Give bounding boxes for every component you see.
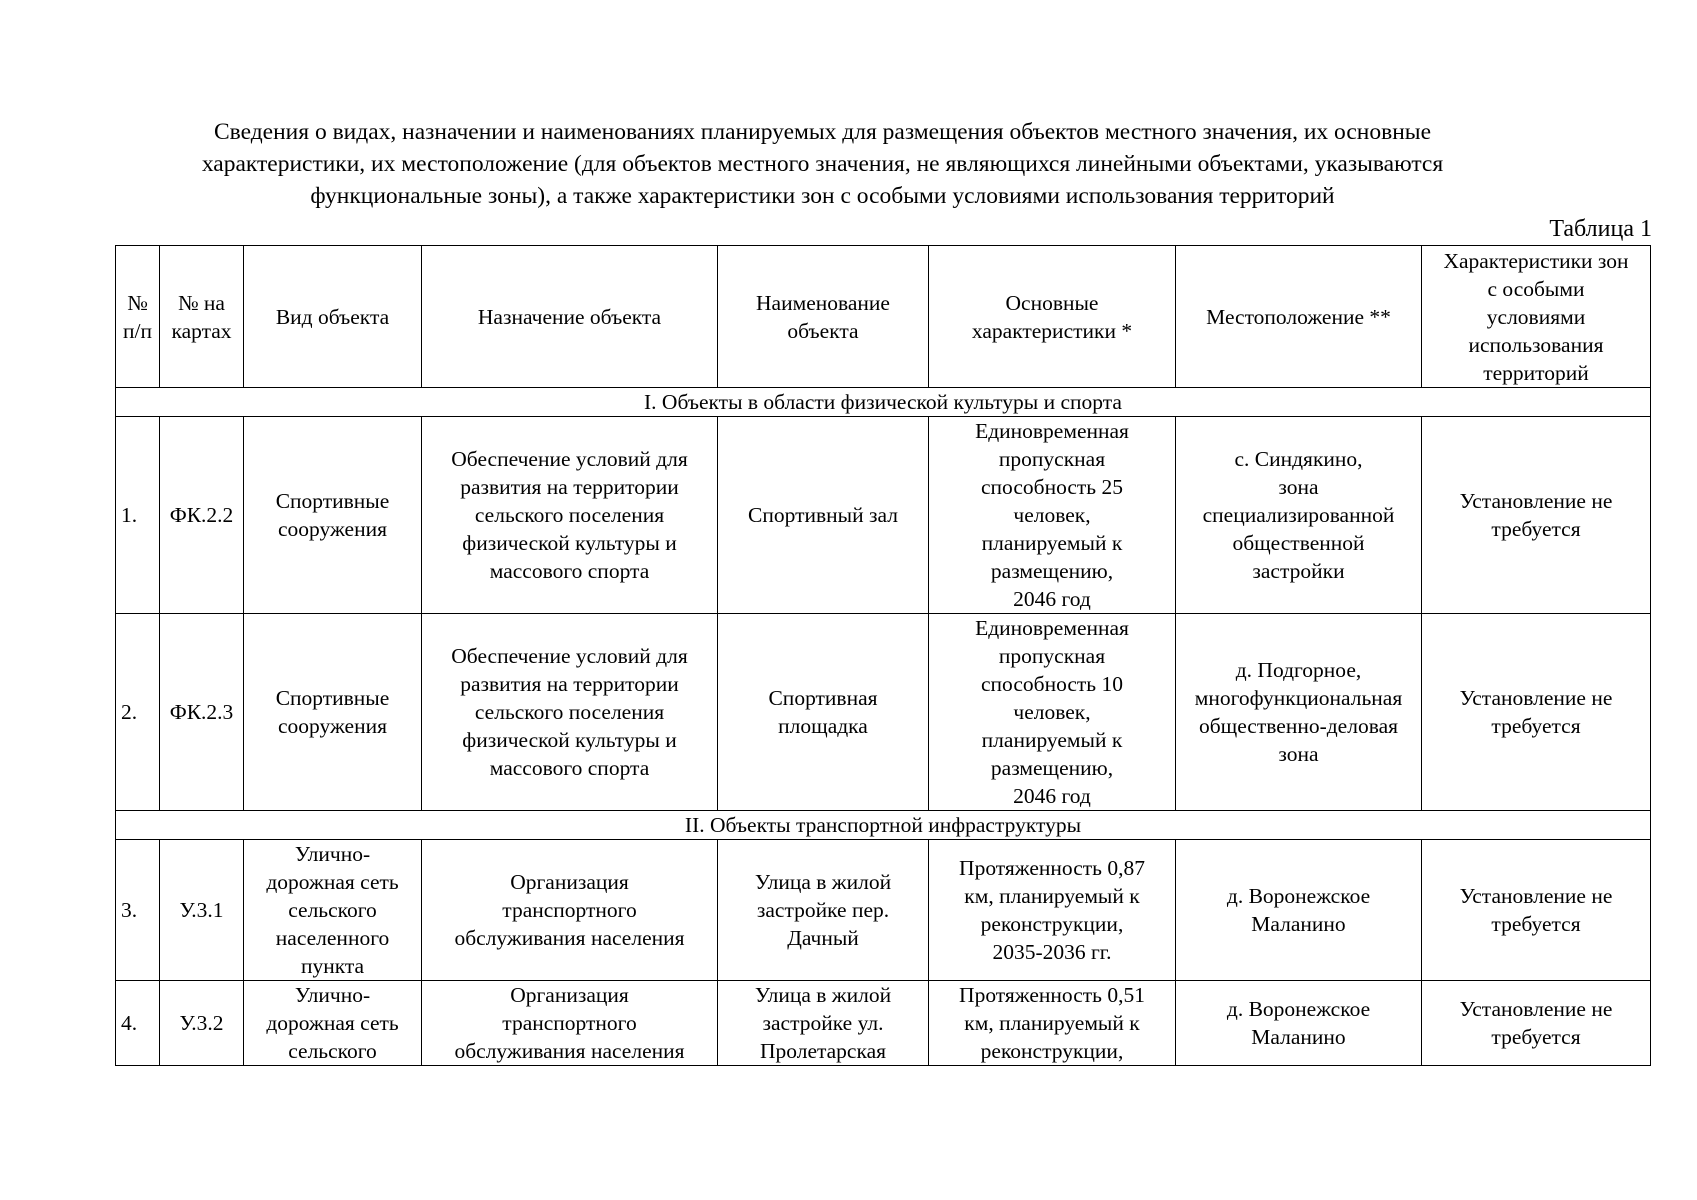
zones-cell	[1422, 981, 1651, 1066]
characteristics: способность 10	[981, 672, 1123, 696]
object-type-cell	[244, 417, 422, 614]
purpose: сельского поселения	[474, 503, 665, 527]
object-type: населенного	[275, 926, 390, 950]
header-line: Назначение объекта	[477, 304, 662, 329]
characteristics: способность 25	[981, 475, 1123, 499]
zones: Установление не	[1459, 489, 1613, 513]
characteristics-cell	[929, 417, 1176, 614]
object-name-cell	[718, 981, 929, 1066]
document-title	[120, 116, 1525, 212]
header-line: Вид объекта	[275, 304, 390, 329]
location: специализированной	[1202, 503, 1395, 527]
characteristics: пропускная	[998, 447, 1106, 471]
header-cell-purpose	[422, 246, 718, 388]
purpose: Организация	[510, 870, 629, 894]
characteristics: человек,	[1013, 700, 1091, 724]
object-name-cell	[718, 840, 929, 981]
object-type: дорожная сеть	[266, 1011, 399, 1035]
characteristics-cell	[929, 614, 1176, 811]
header-cell-characteristics	[929, 246, 1176, 388]
table-row	[116, 840, 1651, 981]
header-line: с особыми	[1487, 276, 1585, 301]
location: зона	[1278, 475, 1319, 499]
zones: Установление не	[1459, 997, 1613, 1021]
header-cell-object-type	[244, 246, 422, 388]
purpose: физической культуры и	[462, 728, 677, 752]
table-row	[116, 981, 1651, 1066]
header-line: Местоположение **	[1206, 304, 1391, 329]
object-name: площадка	[778, 714, 868, 738]
characteristics: планируемый к	[981, 728, 1123, 752]
zones: требуется	[1491, 1025, 1581, 1049]
characteristics: 2035-2036 гг.	[992, 940, 1112, 964]
characteristics: Протяженность 0,51	[959, 983, 1145, 1007]
header-line: п/п	[123, 318, 152, 343]
header-line: Основные	[1005, 290, 1099, 315]
characteristics: реконструкции,	[980, 1039, 1124, 1063]
row-number: 1.	[116, 417, 160, 614]
object-type-cell	[244, 614, 422, 811]
object-type: Спортивные	[275, 489, 390, 513]
zones: требуется	[1491, 517, 1581, 541]
zones: требуется	[1491, 912, 1581, 936]
zones-cell	[1422, 614, 1651, 811]
purpose-cell	[422, 417, 718, 614]
header-row	[116, 246, 1651, 388]
map-number: ФК.2.2	[160, 417, 244, 614]
object-type: сельского	[288, 898, 377, 922]
objects-table	[115, 245, 1651, 1066]
characteristics: км, планируемый к	[964, 1011, 1140, 1035]
location: д. Воронежское	[1226, 997, 1371, 1021]
object-type: Улично-	[294, 842, 371, 866]
map-number: ФК.2.3	[160, 614, 244, 811]
header-cell-map-number	[160, 246, 244, 388]
purpose: массового спорта	[489, 756, 650, 780]
object-type: дорожная сеть	[266, 870, 399, 894]
row-number: 2.	[116, 614, 160, 811]
purpose-cell	[422, 981, 718, 1066]
characteristics: человек,	[1013, 503, 1091, 527]
object-name: Улица в жилой	[754, 870, 892, 894]
header-line: условиями	[1486, 304, 1586, 329]
header-cell-zones	[1422, 246, 1651, 388]
location: общественно-деловая	[1198, 714, 1398, 738]
characteristics: реконструкции,	[980, 912, 1124, 936]
characteristics: пропускная	[998, 644, 1106, 668]
object-name: Улица в жилой	[754, 983, 892, 1007]
map-number: У.3.1	[160, 840, 244, 981]
object-type: пункта	[300, 954, 365, 978]
section-row	[116, 811, 1651, 840]
table-number-label: Таблица 1	[1549, 216, 1652, 242]
location-cell	[1176, 614, 1422, 811]
location: д. Подгорное,	[1235, 658, 1362, 682]
section-title: II. Объекты транспортной инфраструктуры	[116, 811, 1651, 840]
title-line: функциональные зоны), а также характеристики зон с особыми условиями использования территорий	[310, 183, 1335, 209]
header-line: Наименование	[756, 290, 890, 315]
purpose: транспортного	[502, 898, 637, 922]
object-name-cell	[718, 417, 929, 614]
object-type-cell	[244, 981, 422, 1066]
object-name: Спортивный зал	[748, 503, 898, 527]
row-number: 3.	[116, 840, 160, 981]
table-row	[116, 614, 1651, 811]
header-line: территорий	[1483, 360, 1589, 385]
location-cell	[1176, 417, 1422, 614]
object-name-cell	[718, 614, 929, 811]
object-name: Дачный	[787, 926, 859, 950]
object-type: сооружения	[278, 714, 387, 738]
purpose: массового спорта	[489, 559, 650, 583]
location-cell	[1176, 840, 1422, 981]
object-type: сельского	[288, 1039, 377, 1063]
characteristics: Протяженность 0,87	[959, 856, 1145, 880]
row-number: 4.	[116, 981, 160, 1066]
zones-cell	[1422, 840, 1651, 981]
location: застройки	[1252, 559, 1345, 583]
zones-cell	[1422, 417, 1651, 614]
header-line: объекта	[787, 318, 859, 343]
header-cell-location	[1176, 246, 1422, 388]
section-title: I. Объекты в области физической культуры и спорта	[116, 388, 1651, 417]
header-cell-name	[718, 246, 929, 388]
purpose: транспортного	[502, 1011, 637, 1035]
characteristics: размещению,	[990, 559, 1114, 583]
zones: Установление не	[1459, 686, 1613, 710]
characteristics: Единовременная	[975, 419, 1129, 443]
purpose: Обеспечение условий для	[451, 447, 688, 471]
header-line: Характеристики зон	[1443, 248, 1629, 273]
purpose: развития на территории	[460, 475, 679, 499]
characteristics: размещению,	[990, 756, 1114, 780]
zones: требуется	[1491, 714, 1581, 738]
object-name: Спортивная	[768, 686, 878, 710]
header-cell-number	[116, 246, 160, 388]
object-name: Пролетарская	[759, 1039, 887, 1063]
object-name: застройке пер.	[756, 898, 890, 922]
purpose-cell	[422, 840, 718, 981]
header-line: № на	[178, 290, 225, 315]
header-line: характеристики *	[971, 318, 1133, 343]
object-name: застройке ул.	[762, 1011, 884, 1035]
purpose: физической культуры и	[462, 531, 677, 555]
location-cell	[1176, 981, 1422, 1066]
object-type: сооружения	[278, 517, 387, 541]
characteristics: 2046 год	[1013, 784, 1091, 808]
title-line: Сведения о видах, назначении и наименованиях планируемых для размещения объектов местного значения, их основные	[213, 119, 1432, 145]
header-line: картах	[171, 318, 232, 343]
location: с. Синдякино,	[1234, 447, 1363, 471]
header-line: №	[127, 290, 148, 315]
purpose-cell	[422, 614, 718, 811]
purpose: Обеспечение условий для	[451, 644, 688, 668]
object-type-cell	[244, 840, 422, 981]
characteristics: 2046 год	[1013, 587, 1091, 611]
map-number: У.3.2	[160, 981, 244, 1066]
title-line: характеристики, их местоположение (для объектов местного значения, не являющихся линейными объектами, указываются	[201, 151, 1444, 177]
object-type: Спортивные	[275, 686, 390, 710]
purpose: обслуживания населения	[454, 926, 685, 950]
location: Маланино	[1251, 1025, 1346, 1049]
location: д. Воронежское	[1226, 884, 1371, 908]
purpose: обслуживания населения	[454, 1039, 685, 1063]
location: многофункциональная	[1194, 686, 1403, 710]
section-row	[116, 388, 1651, 417]
characteristics-cell	[929, 981, 1176, 1066]
location: зона	[1278, 742, 1319, 766]
object-type: Улично-	[294, 983, 371, 1007]
characteristics-cell	[929, 840, 1176, 981]
location: Маланино	[1251, 912, 1346, 936]
location: общественной	[1232, 531, 1365, 555]
purpose: Организация	[510, 983, 629, 1007]
table-row	[116, 417, 1651, 614]
characteristics: планируемый к	[981, 531, 1123, 555]
characteristics: Единовременная	[975, 616, 1129, 640]
purpose: развития на территории	[460, 672, 679, 696]
characteristics: км, планируемый к	[964, 884, 1140, 908]
zones: Установление не	[1459, 884, 1613, 908]
purpose: сельского поселения	[474, 700, 665, 724]
header-line: использования	[1468, 332, 1604, 357]
